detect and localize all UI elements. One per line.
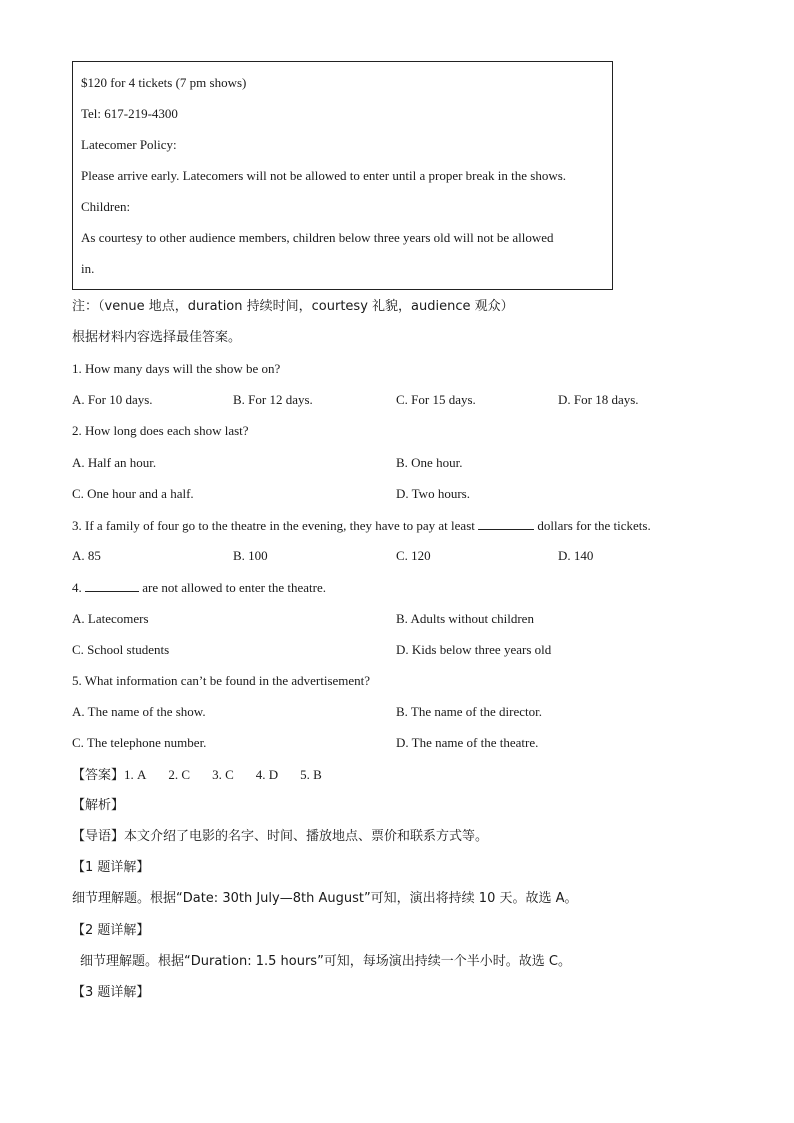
- detail-3-label: 【3 题详解】: [72, 985, 150, 1000]
- question-3-option-c: C. 120: [396, 548, 431, 563]
- question-4-option-b: B. Adults without children: [396, 611, 534, 626]
- analysis-label: 【解析】: [72, 798, 125, 813]
- answer-item-4: 4. D: [255, 767, 279, 782]
- answer-item-5: 5. B: [300, 767, 322, 782]
- ad-line-children-heading: Children:: [81, 199, 131, 214]
- ad-line-children-policy-end: in.: [81, 261, 95, 276]
- question-5-option-a: A. The name of the show.: [72, 704, 206, 719]
- question-3-stem-before: 3. If a family of four go to the theatre in the evening, they have to pay at least: [72, 518, 475, 533]
- answer-item-3: 3. C: [212, 767, 234, 782]
- question-2-option-d: D. Two hours.: [396, 486, 470, 501]
- ad-line-children-policy: As courtesy to other audience members, children below three years old will not be allowed: [81, 230, 554, 245]
- ad-line-latecomer-policy: Please arrive early. Latecomers will not be allowed to enter until a proper break in the shows.: [81, 168, 567, 183]
- question-4-stem-after: are not allowed to enter the theatre.: [142, 580, 326, 595]
- guide-text: 【导语】本文介绍了电影的名字、时间、播放地点、票价和联系方式等。: [72, 829, 489, 844]
- ad-line-tel: Tel: 617-219-4300: [81, 106, 178, 121]
- question-1-option-d: D. For 18 days.: [558, 392, 639, 407]
- question-3-blank: [478, 517, 534, 530]
- question-4-stem-before: 4.: [72, 580, 82, 595]
- question-2-stem: 2. How long does each show last?: [72, 423, 249, 438]
- detail-1-text: 细节理解题。根据“Date: 30th July—8th August”可知，演出将持续 10 天。故选 A。: [72, 891, 578, 906]
- question-3-stem-after: dollars for the tickets.: [537, 518, 651, 533]
- answer-item-1: 1. A: [124, 767, 147, 782]
- question-4-stem: [72, 579, 326, 596]
- question-4-option-d: D. Kids below three years old: [396, 642, 552, 657]
- question-1-option-c: C. For 15 days.: [396, 392, 476, 407]
- instruction: 根据材料内容选择最佳答案。: [72, 330, 242, 345]
- vocabulary-note: 注：（venue 地点，duration 持续时间，courtesy 礼貌，audience 观众）: [72, 299, 514, 314]
- answer-item-2: 2. C: [168, 767, 191, 782]
- question-4-option-c: C. School students: [72, 642, 170, 657]
- answer-label: 【答案】: [72, 768, 125, 783]
- question-1-option-a: A. For 10 days.: [72, 392, 153, 407]
- advertisement-box: [72, 61, 613, 290]
- question-3-option-a: A. 85: [72, 548, 101, 563]
- question-3-option-d: D. 140: [558, 548, 594, 563]
- question-2-option-c: C. One hour and a half.: [72, 486, 194, 501]
- question-2-option-b: B. One hour.: [396, 455, 463, 470]
- question-2-option-a: A. Half an hour.: [72, 455, 157, 470]
- answer-key: [72, 767, 322, 784]
- detail-2-label: 【2 题详解】: [72, 923, 150, 938]
- question-4-option-a: A. Latecomers: [72, 611, 149, 626]
- ad-line-price: $120 for 4 tickets (7 pm shows): [81, 75, 247, 90]
- question-3-option-b: B. 100: [233, 548, 268, 563]
- detail-2-text: 细节理解题。根据“Duration: 1.5 hours”可知，每场演出持续一个半小时。故选 C。: [80, 954, 572, 969]
- question-5-option-b: B. The name of the director.: [396, 704, 542, 719]
- question-5-option-d: D. The name of the theatre.: [396, 735, 539, 750]
- question-1-option-b: B. For 12 days.: [233, 392, 313, 407]
- question-3-stem: [72, 517, 651, 534]
- question-5-option-c: C. The telephone number.: [72, 735, 207, 750]
- question-5-stem: 5. What information can’t be found in the advertisement?: [72, 673, 371, 688]
- question-1-stem: 1. How many days will the show be on?: [72, 361, 281, 376]
- question-4-blank: [85, 579, 139, 592]
- ad-line-latecomer-heading: Latecomer Policy:: [81, 137, 177, 152]
- detail-1-label: 【1 题详解】: [72, 860, 150, 875]
